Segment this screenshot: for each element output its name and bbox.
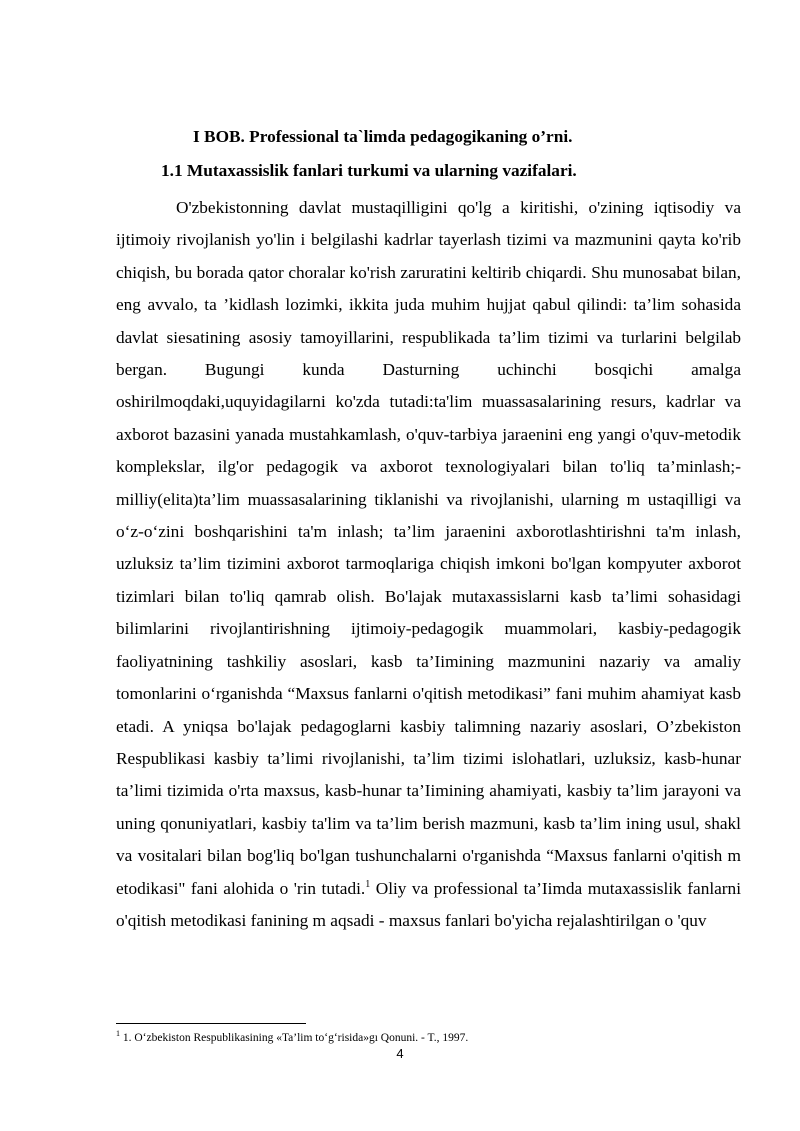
footnote-reference[interactable]: 1 [365, 878, 371, 890]
paragraph-text: O'zbekistonning davlat mustaqilligini qo'lg a kiritishi, o'zining iqtisodiy va ijtimoiy rivojlanish yo'lin i belgilashi kadrlar tayerlash tizimi va mazmunini qayta ko'rib chiqish, bu borada qator choralar ko'rish zaruratini keltirib chiqardi. Shu munosabat bilan, eng avvalo, ta ’kidlash lozimki, ikkita juda muhim hujjat qabul qilindi: ta’lim sohasida davlat siesatining asosiy tamoyillarini, respublikada ta’lim tizimi va turlarini belgilab bergan. Bugungi kunda Dasturning uchinchi bosqichi amalga oshirilmoqdaki,uquyidagilarni ko'zda tutadi:ta'lim muassasalarining resurs, kadrlar va axborot bazasini yanada mustahkamlash, o'quv-tarbiya jaraenini eng yangi o'quv-metodik komplekslar, ilg'or pedagogik va axborot texnologiyalari bilan to'liq ta’minlash;-milliy(elita)ta’lim muassasalarining tiklanishi va rivojlanishi, ularning m ustaqilligi va o‘z-o‘zini boshqarishini ta'm inlash; ta’lim jaraenini axborotlashtirishni ta'm inlash, uzluksiz ta’lim tizimini axborot tarmoqlariga chiqish imkoni bo'lgan kompyuter axborot tizimlari bilan to'liq qamrab olish. Bo'lajak mutaxassislarni kasb ta’limi sohasidagi bilimlarini rivojlantirishning ijtimoiy-pedagogik muammolari, kasbiy-pedagogik faoliyatnining tashkiliy asoslari, kasb ta’Iimining mazmunini nazariy va amaliy tomonlarini o‘rganishda “Maxsus fanlarni o'qitish metodikasi” fani muhim ahamiyat kasb etadi. A yniqsa bo'lajak pedagoglarni kasbiy talimning nazariy asoslari, O’zbekiston Respublikasi kasbiy ta’limi rivojlanishi, ta’lim tizimi islohatlari, uzluksiz, kasb-hunar ta’limi tizimida o'rta maxsus, kasb-hunar ta’Iimining ahamiyati, kasbiy ta’lim jarayoni va uning qonuniyatlari, kasbiy ta'lim va ta’lim berish mazmuni, kasb ta’lim ining usul, shakl va vositalari bilan bog'liq bo'lgan tushunchalarni o'rganishda “Maxsus fanlarni o'qitish m etodikasi" fani alohida o 'rin tutadi. [116, 198, 741, 898]
page-number: 4 [396, 1046, 404, 1061]
footnote-text: 1. O‘zbekiston Respublikasining «Ta’lim to‘g‘risida»gı Qonuni. - T., 1997. [120, 1032, 469, 1044]
footnote-mark: 1 [116, 1029, 120, 1039]
footnote [116, 1030, 468, 1046]
footnote-separator [116, 1023, 306, 1024]
section-title: 1.1 Mutaxassislik fanlari turkumi va ularning vazifalari. [161, 161, 577, 180]
body-paragraph [116, 192, 741, 937]
paragraph-text-continued: Oliy va professional ta’Iimda mutaxassislik fanlarni o'qitish metodikasi fanining m aqsadi - maxsus fanlari bo'yicha rejalashtirilgan o 'quv [116, 878, 741, 930]
chapter-title: I BOB. Professional ta`limda pedagogikaning o’rni. [193, 127, 573, 146]
